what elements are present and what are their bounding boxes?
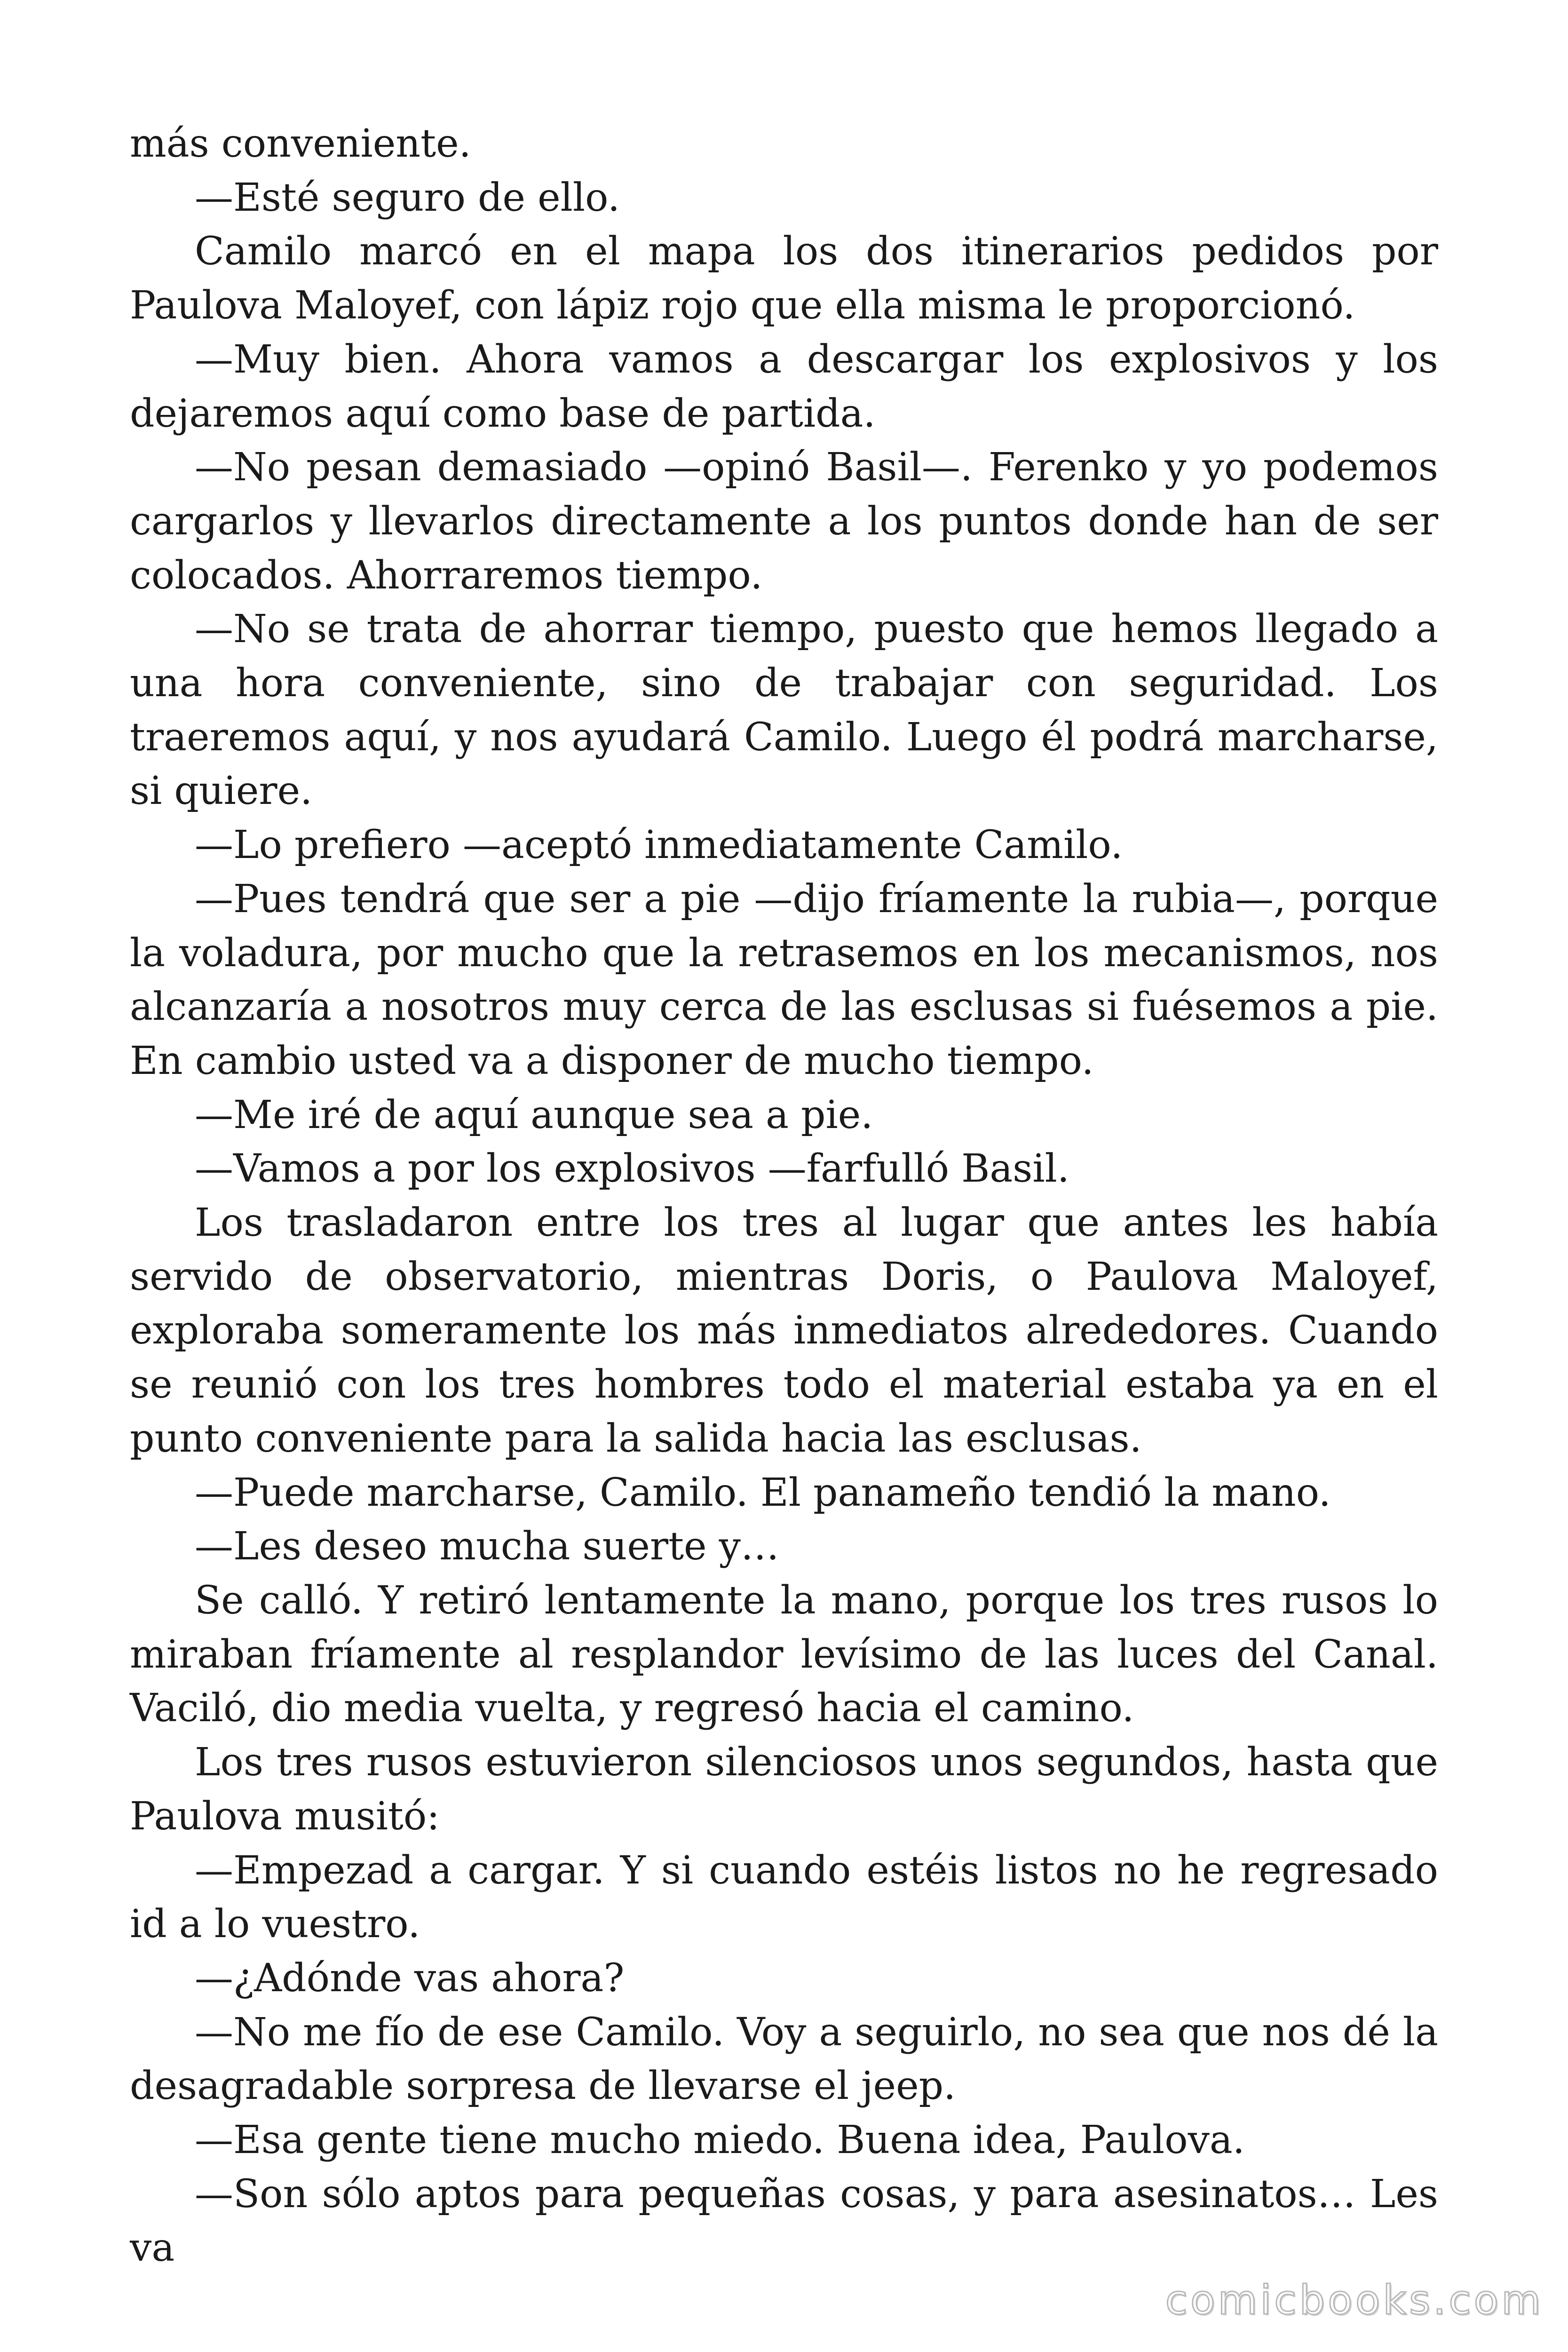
paragraph: —Son sólo aptos para pequeñas cosas, y para asesinatos… Les va (130, 2171, 1438, 2271)
paragraph: —Empezad a cargar. Y si cuando estéis listos no he regresado id a lo vuestro. (130, 1848, 1438, 1947)
paragraph: Se calló. Y retiró lentamente la mano, porque los tres rusos lo miraban fríamente al resplandor levísimo de las luces del Canal. Vaciló, dio media vuelta, y regresó hacia el camino. (130, 1578, 1438, 1731)
paragraph: —Muy bien. Ahora vamos a descargar los explosivos y los dejaremos aquí como base de partida. (130, 337, 1438, 436)
paragraph: —Les deseo mucha suerte y… (195, 1524, 779, 1569)
paragraph: —Esté seguro de ello. (195, 175, 620, 220)
paragraph: —Pues tendrá que ser a pie —dijo fríamente la rubia—, porque la voladura, por mucho que la retrasemos en los mecanismos, nos alcanzaría a nosotros muy cerca de las esclusas si fuésemos a pie. En cambio usted va a disponer de mucho tiempo. (130, 876, 1438, 1083)
paragraph: —¿Adónde vas ahora? (195, 1955, 625, 2001)
paragraph: Los tres rusos estuvieron silenciosos unos segundos, hasta que Paulova musitó: (130, 1740, 1438, 1839)
paragraph: —Me iré de aquí aunque sea a pie. (195, 1092, 873, 1137)
paragraph: más conveniente. (130, 121, 471, 166)
paragraph: —Esa gente tiene mucho miedo. Buena idea, Paulova. (195, 2118, 1245, 2163)
page-body (130, 117, 1438, 2275)
paragraph: —Lo prefiero —aceptó inmediatamente Camilo. (195, 823, 1123, 868)
paragraph: —No se trata de ahorrar tiempo, puesto que hemos llegado a una hora conveniente, sino de trabajar con seguridad. Los traeremos aquí, y nos ayudará Camilo. Luego él podrá marcharse, si quiere. (130, 607, 1438, 814)
paragraph: —Vamos a por los explosivos —farfulló Basil. (195, 1146, 1069, 1192)
paragraph: Los trasladaron entre los tres al lugar que antes les había servido de observatorio, mientras Doris, o Paulova Maloyef, exploraba someramente los más inmediatos alrededores. Cuando se reunió con los tres hombres todo el material estaba ya en el punto conveniente para la salida hacia las esclusas. (130, 1200, 1438, 1461)
paragraph: —No pesan demasiado —opinó Basil—. Ferenko y yo podemos cargarlos y llevarlos directamente a los puntos donde han de ser colocados. Ahorraremos tiempo. (130, 445, 1438, 598)
paragraph: —No me fío de ese Camilo. Voy a seguirlo, no sea que nos dé la desagradable sorpresa de llevarse el jeep. (130, 2010, 1438, 2109)
paragraph: —Puede marcharse, Camilo. El panameño tendió la mano. (195, 1470, 1331, 1515)
watermark: comicbooks.com (1165, 2277, 1544, 2324)
paragraph: Camilo marcó en el mapa los dos itinerarios pedidos por Paulova Maloyef, con lápiz rojo que ella misma le proporcionó. (130, 229, 1438, 328)
